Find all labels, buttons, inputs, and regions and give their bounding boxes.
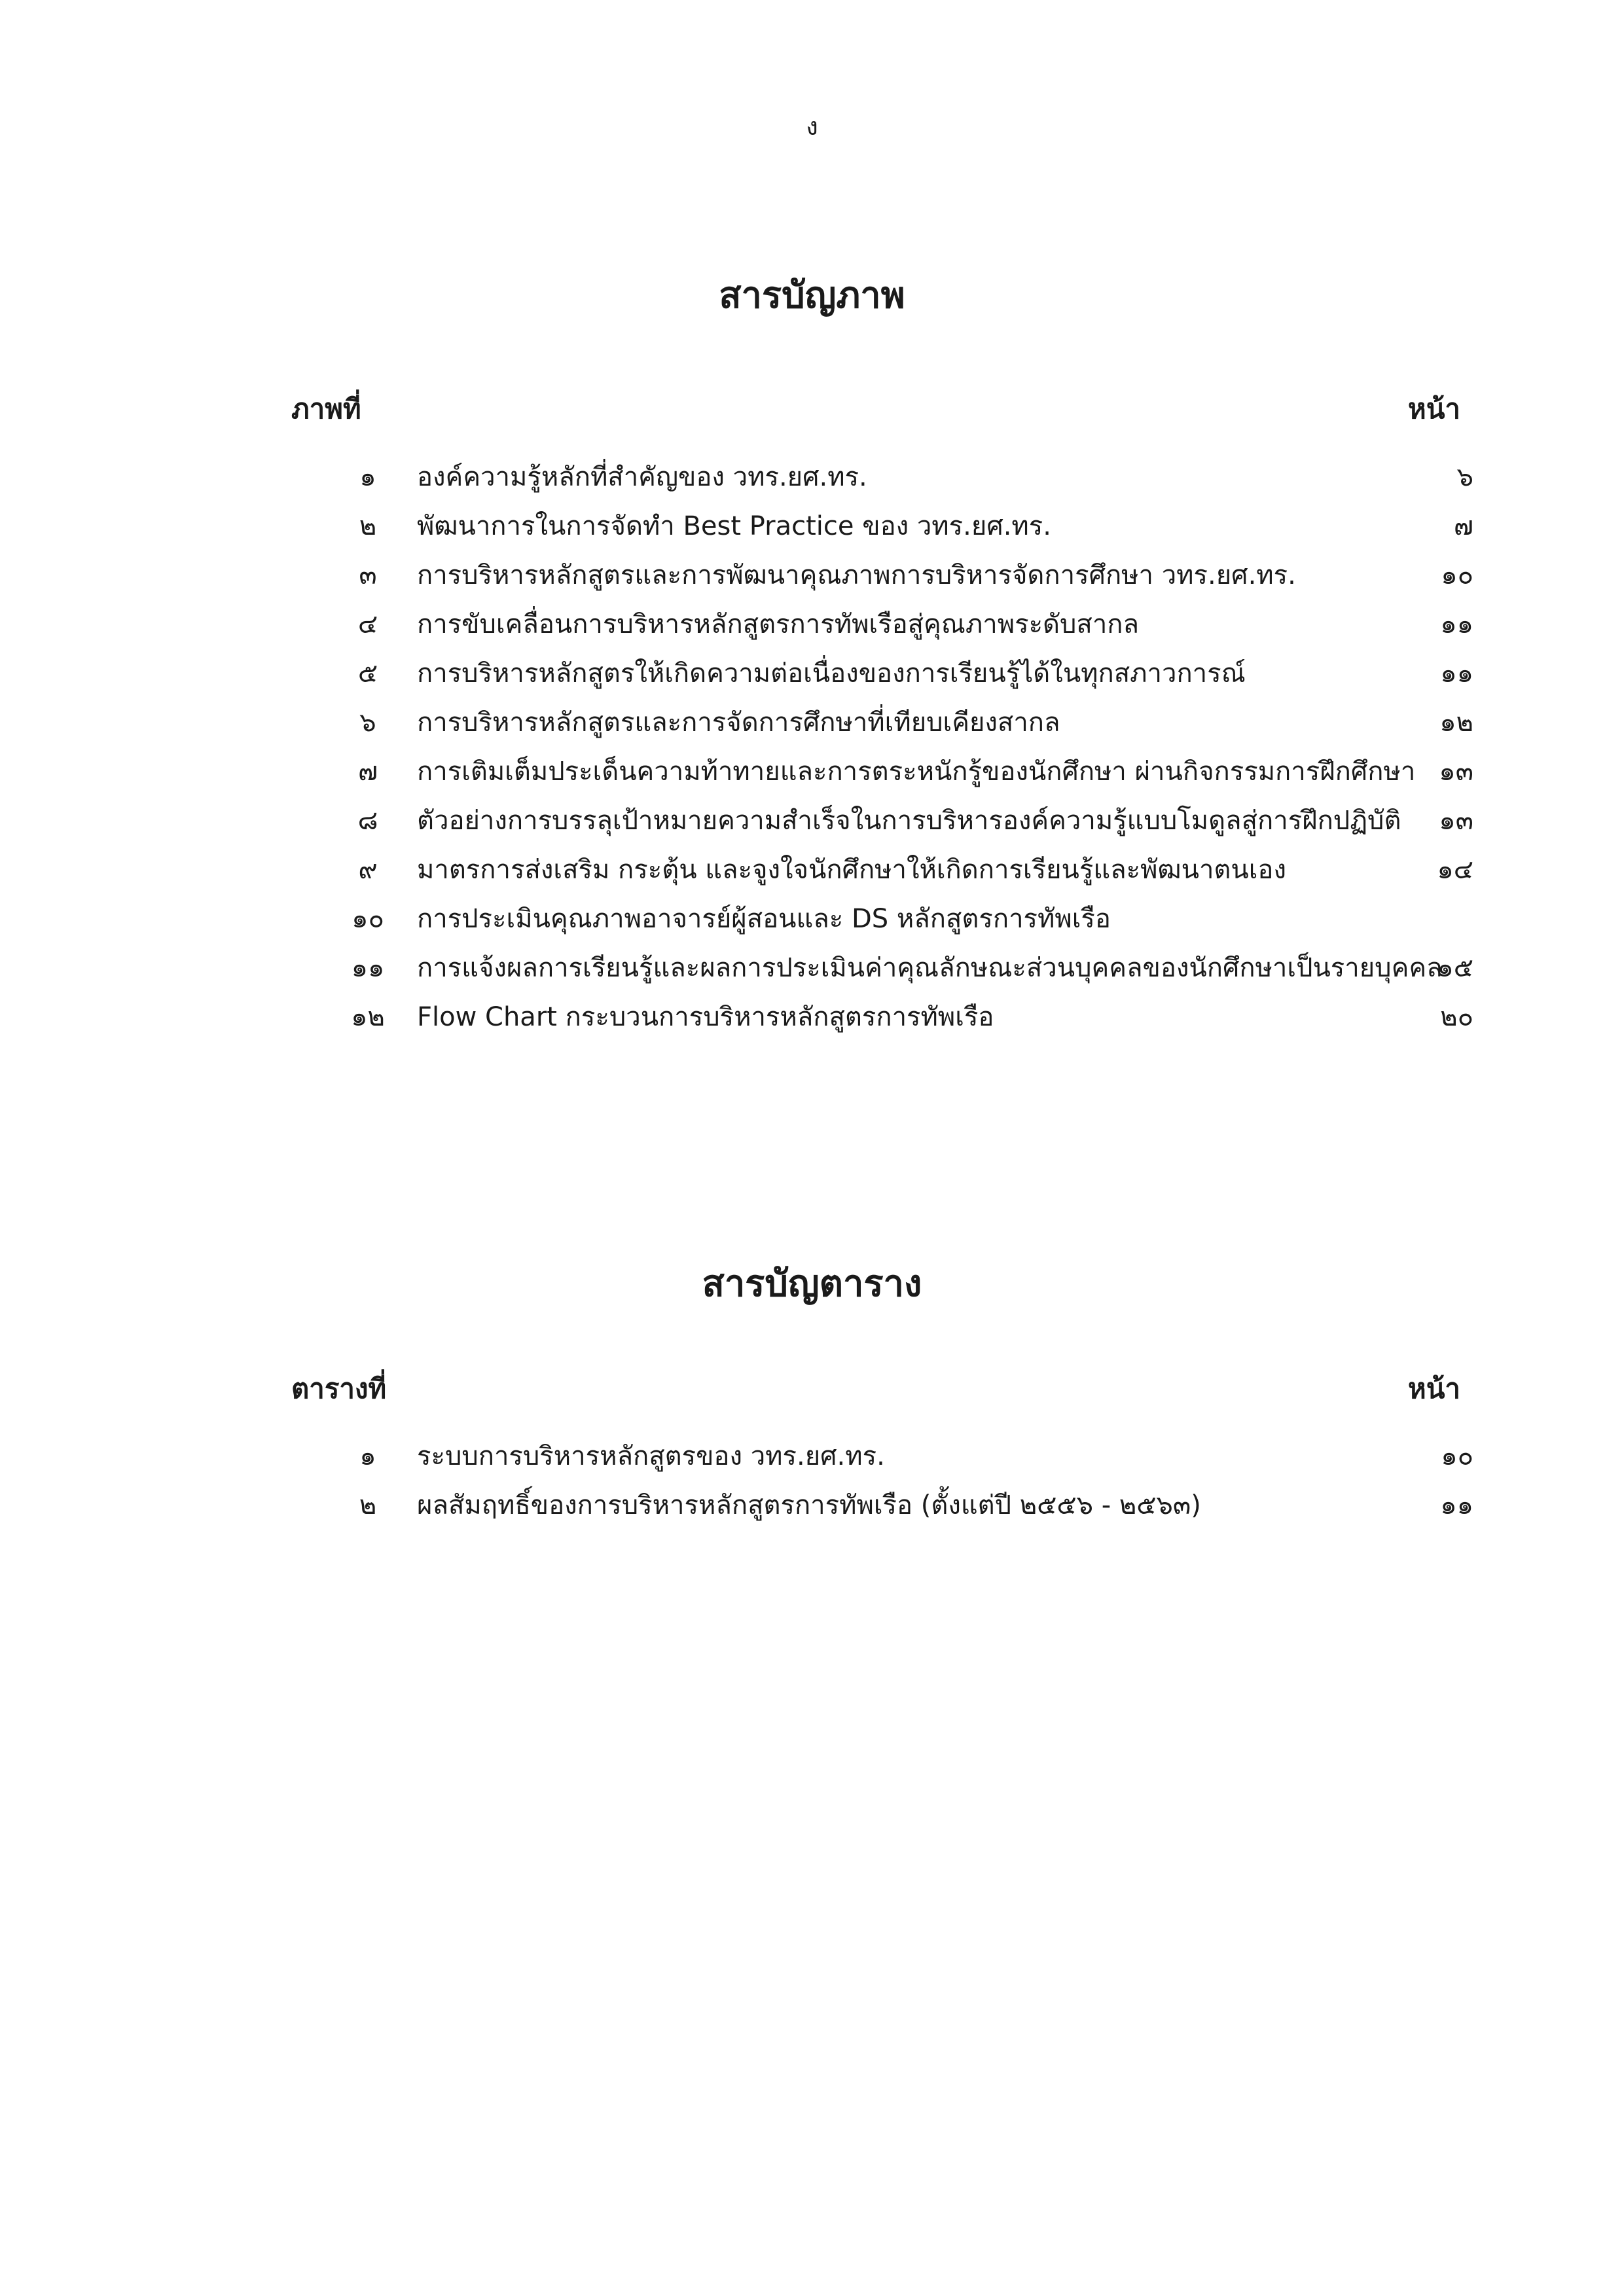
figure-page: ๑๒	[1439, 708, 1473, 738]
figure-page: ๑๐	[1441, 560, 1473, 590]
figure-number: ๗	[357, 757, 378, 787]
figure-page: ๑๑	[1440, 658, 1473, 689]
table-column-label: ตารางที่	[291, 1372, 387, 1405]
figure-entry	[0, 502, 1624, 551]
figure-entry	[0, 649, 1624, 698]
figure-title: การบริหารหลักสูตรและการจัดการศึกษาที่เทียบเคียงสากล	[417, 708, 1060, 738]
figure-page: ๑๕	[1437, 953, 1473, 983]
list-of-figures	[0, 453, 1624, 1042]
figure-number: ๑	[359, 462, 376, 492]
figure-number: ๙	[358, 855, 378, 885]
figure-title: ตัวอย่างการบรรลุเป้าหมายความสำเร็จในการบริหารองค์ความรู้แบบโมดูลสู่การฝึกปฏิบัติ	[417, 806, 1401, 836]
figure-page-column-label: หน้า	[1408, 393, 1460, 425]
figure-title: การแจ้งผลการเรียนรู้และผลการประเมินค่าคุณลักษณะส่วนบุคคลของนักศึกษาเป็นรายบุคคล	[417, 953, 1443, 983]
list-of-tables	[0, 1432, 1624, 1530]
figure-entry	[0, 797, 1624, 846]
table-number: ๑	[359, 1441, 376, 1471]
page-number: ง	[806, 112, 818, 141]
figure-number: ๒	[359, 511, 377, 541]
figure-number: ๘	[357, 806, 378, 836]
figure-number: ๑๒	[351, 1002, 385, 1032]
table-page: ๑๐	[1441, 1441, 1473, 1471]
figure-title: การเติมเต็มประเด็นความท้าทายและการตระหนักรู้ของนักศึกษา ผ่านกิจกรรมการฝึกศึกษา	[417, 757, 1416, 787]
figure-page: ๒๐	[1440, 1002, 1473, 1032]
figure-title: การประเมินคุณภาพอาจารย์ผู้สอนและ DS หลักสูตรการทัพเรือ	[417, 904, 1111, 934]
figure-column-label: ภาพที่	[291, 393, 361, 425]
table-title: ระบบการบริหารหลักสูตรของ วทร.ยศ.ทร.	[417, 1441, 885, 1471]
figure-entry	[0, 747, 1624, 797]
table-entry	[0, 1432, 1624, 1481]
figure-number: ๕	[357, 658, 378, 689]
figure-entry	[0, 944, 1624, 993]
figure-title: การบริหารหลักสูตรและการพัฒนาคุณภาพการบริหารจัดการศึกษา วทร.ยศ.ทร.	[417, 560, 1296, 590]
table-entry	[0, 1481, 1624, 1530]
figure-number: ๑๐	[352, 904, 384, 934]
figure-entry	[0, 895, 1624, 944]
figure-page: ๗	[1453, 511, 1473, 541]
figure-page: ๑๓	[1439, 757, 1473, 787]
figure-entry	[0, 551, 1624, 600]
figure-number: ๔	[357, 609, 378, 639]
figure-entry	[0, 993, 1624, 1042]
figure-page: ๑๔	[1437, 855, 1473, 885]
figure-number: ๑๑	[351, 953, 385, 983]
figure-page: ๑๓	[1439, 806, 1473, 836]
list-of-figures-heading: สารบัญภาพ	[719, 274, 905, 317]
figure-entry	[0, 698, 1624, 747]
figure-entry	[0, 846, 1624, 895]
figure-number: ๓	[359, 560, 377, 590]
figure-title: พัฒนาการในการจัดทำ Best Practice ของ วทร.ยศ.ทร.	[417, 511, 1051, 541]
figure-title: การขับเคลื่อนการบริหารหลักสูตรการทัพเรือสู่คุณภาพระดับสากล	[417, 609, 1140, 639]
figure-number: ๖	[359, 708, 376, 738]
figure-title: การบริหารหลักสูตรให้เกิดความต่อเนื่องของการเรียนรู้ได้ในทุกสภาวการณ์	[417, 658, 1246, 689]
table-title: ผลสัมฤทธิ์ของการบริหารหลักสูตรการทัพเรือ (ตั้งแต่ปี ๒๕๕๖ - ๒๕๖๓)	[417, 1490, 1201, 1520]
figure-title: องค์ความรู้หลักที่สำคัญของ วทร.ยศ.ทร.	[417, 462, 867, 492]
figure-title: Flow Chart กระบวนการบริหารหลักสูตรการทัพเรือ	[417, 1002, 994, 1032]
table-page: ๑๑	[1440, 1490, 1473, 1520]
figure-entry	[0, 453, 1624, 502]
table-number: ๒	[359, 1490, 377, 1520]
figure-title: มาตรการส่งเสริม กระตุ้น และจูงใจนักศึกษาให้เกิดการเรียนรู้และพัฒนาตนเอง	[417, 855, 1286, 885]
figure-entry	[0, 600, 1624, 649]
figure-page: ๖	[1456, 462, 1473, 492]
figure-page: ๑๑	[1440, 609, 1473, 639]
list-of-tables-heading: สารบัญตาราง	[702, 1263, 922, 1305]
table-page-column-label: หน้า	[1408, 1372, 1460, 1405]
